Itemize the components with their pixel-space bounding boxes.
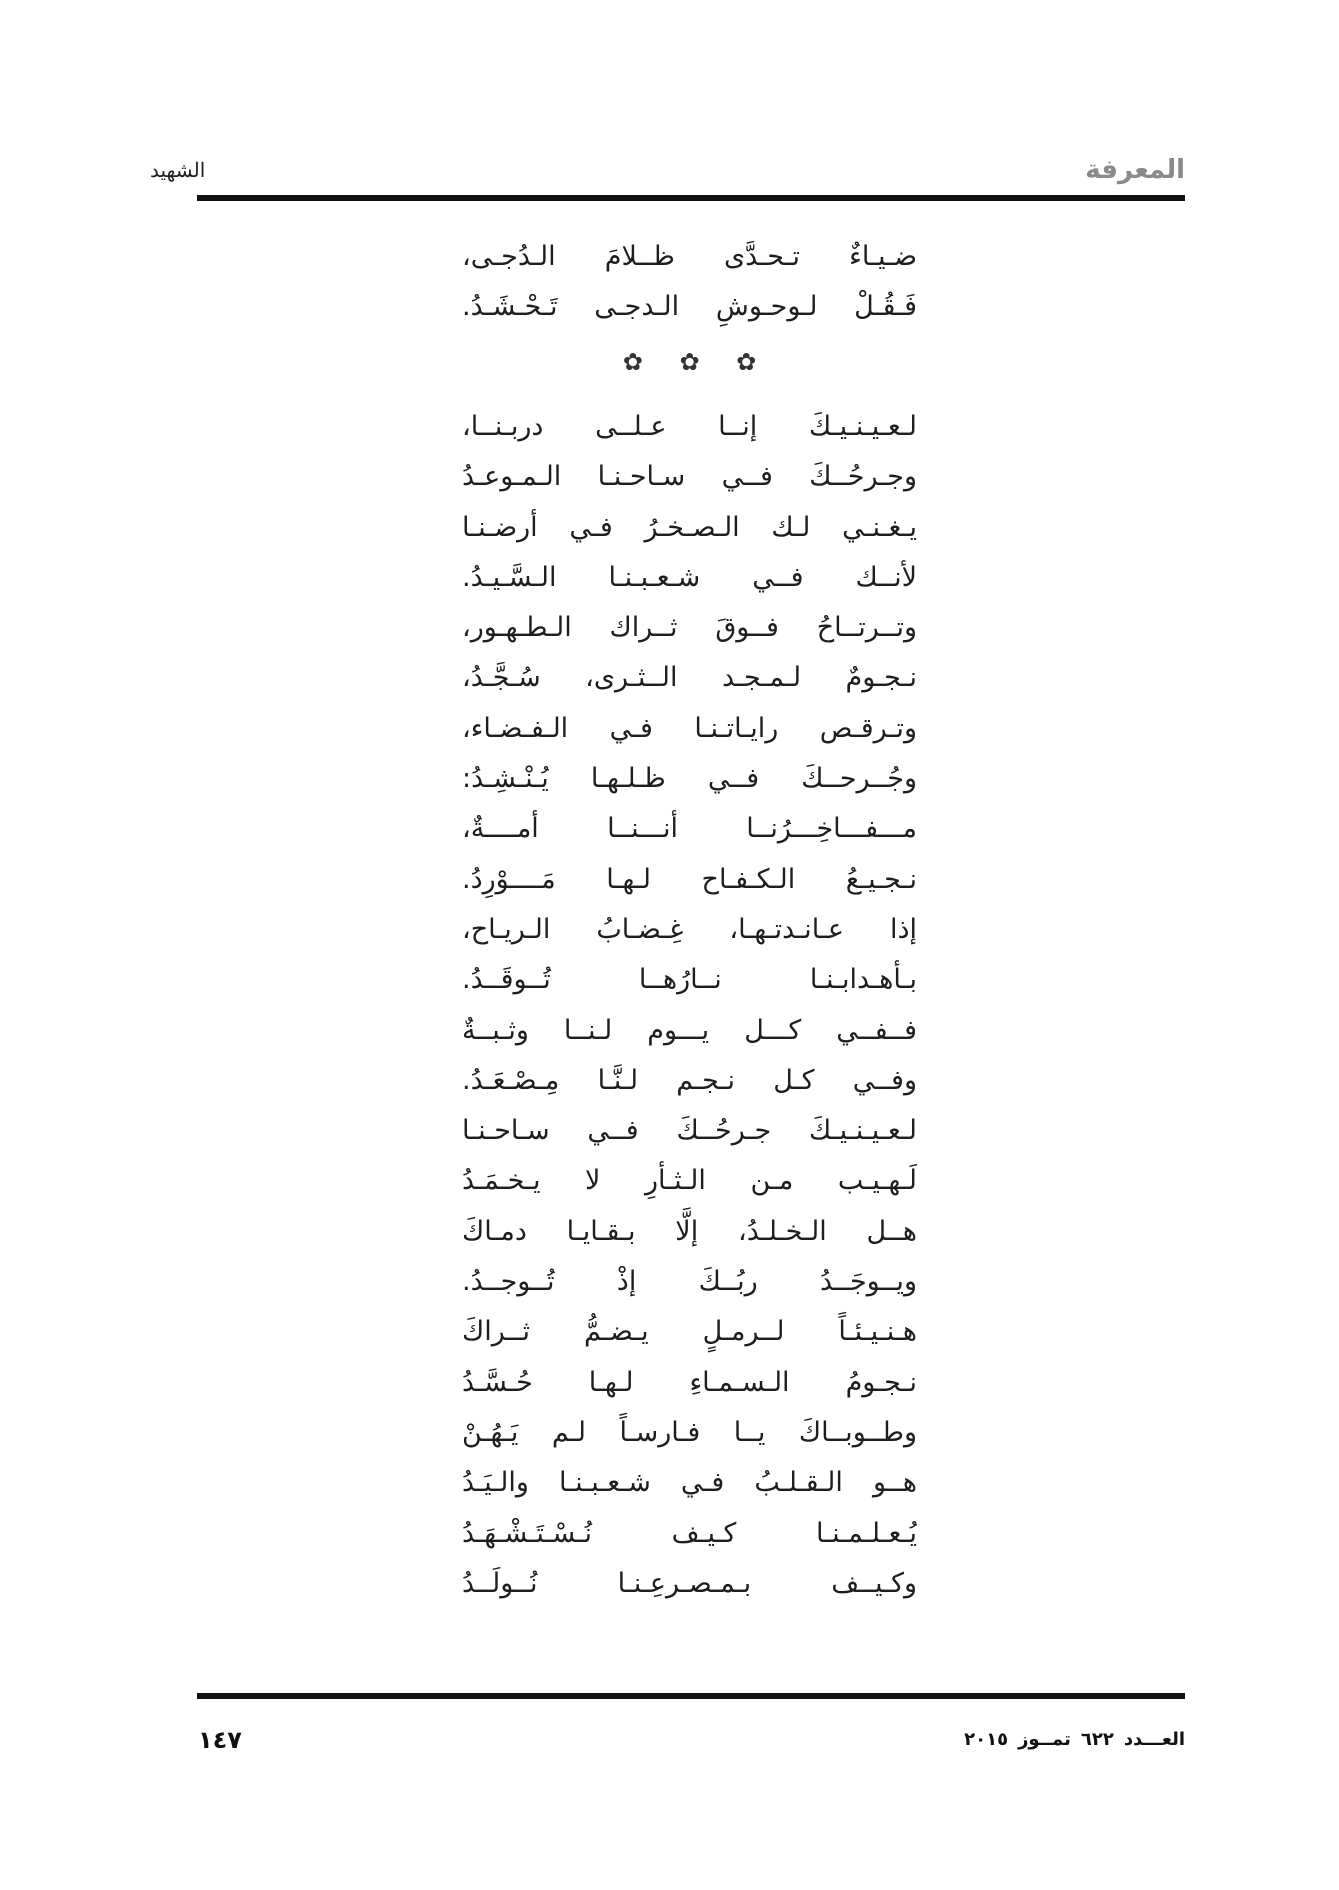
- poem-line: ويــوجَــدُ ربُــكَ إذْ تُــوجــدُ.: [462, 1266, 917, 1298]
- issue-month: تمــوز: [1018, 1729, 1071, 1750]
- poem-line: فَـقُـلْ لـوحـوشِ الـدجـى تَـحْـشَـدُ.: [462, 291, 917, 322]
- poem-line: مـــفـــاخِـــرُنــا أنـــنــا أمــــةٌ،: [462, 813, 917, 845]
- poem-line: نـجـومُ الـسـمـاءِ لـهـا حُـسَّـدُ: [462, 1366, 917, 1398]
- poem-line: لأنــك فــي شـعـبـنـا الـسَّـيـدُ.: [462, 561, 917, 593]
- poem-line: يـغـنـي لـك الـصـخـرُ فـي أرضـنـا: [462, 511, 917, 543]
- poem-line: لـعـيـنـيـكَ إنــا عـلــى دربـنــا،: [462, 411, 917, 442]
- poem-line: فــفــي كـــل يـــوم لـنــا وثـبــةٌ: [462, 1014, 917, 1046]
- page-number: ١٤٧: [198, 1726, 242, 1754]
- poem-line: وجُــرحــكَ فــي ظـلـهـا يُـنْـشِـدُ:: [462, 763, 917, 795]
- poem-line: وتــرتــاحُ فــوقَ ثــراك الـطـهـور،: [462, 612, 917, 644]
- poem-line: وكـيــف بـمـصـرعِـنـا نُــولَــدُ: [462, 1567, 917, 1599]
- poem-line: يُـعـلـمـنـا كـيـف نُـسْـتَـشْـهَـدُ: [462, 1517, 917, 1549]
- poem-line: هــو الـقـلـبُ فـي شـعـبـنـا والـيَـدُ: [462, 1467, 917, 1499]
- poem-line: وطــوبــاكَ يــا فـارسـاً لـم يَـهُـنْ: [462, 1416, 917, 1448]
- poem-line: وجـرحُــكَ فــي سـاحـنـا الـمـوعـدُ: [462, 461, 917, 493]
- poem-line: إذا عـانـدتـهـا، غِـضـابُ الـريـاح،: [462, 913, 917, 945]
- section-divider: [462, 332, 917, 392]
- issue-year: ٢٠١٥: [964, 1729, 1009, 1750]
- issue-number: ٦٢٢: [1080, 1729, 1114, 1750]
- flower-ornament-icon: ✿: [622, 348, 643, 376]
- issue-info: [900, 1722, 1185, 1758]
- poem-line: لـعـيـنـيـكَ جـرحُــكَ فــي سـاحـنـا: [462, 1115, 917, 1147]
- poem-line: بـأهـدابـنـا نــارُهــا تُــوقَــدُ.: [462, 964, 917, 996]
- poem-line: وفــي كـل نـجـم لـنَّـا مِـصْـعَـدُ.: [462, 1064, 917, 1096]
- poem-line: لَـهـيـب مـن الـثـأرِ لا يـخـمَـدُ: [462, 1165, 917, 1197]
- poem-body: [462, 402, 917, 1609]
- poem-line: نـجـيـعُ الـكـفـاح لـهـا مَــــوْرِدُ.: [462, 863, 917, 895]
- poem-line: وتـرقـص رايـاتـنـا فـي الـفـضـاء،: [462, 712, 917, 744]
- poem-line: هــل الـخـلـدُ، إلَّا بـقـايـا دمـاكَ: [462, 1215, 917, 1247]
- footer-rule: [197, 1693, 1185, 1699]
- magazine-logo: المعرفة: [1085, 155, 1185, 185]
- poem-opening: [462, 232, 917, 392]
- poem-line: هـنـيـئـاً لــرمـلٍ يـضـمُّ ثــراكَ: [462, 1316, 917, 1348]
- section-title: الشهيد: [150, 158, 206, 182]
- poem-line: ضـيـاءٌ تـحـدَّى ظــلامَ الـدُجـى،: [462, 241, 917, 272]
- poem-line: نـجـومٌ لـمـجـد الــثـرى، سُـجَّـدُ،: [462, 662, 917, 694]
- flower-ornament-icon: ✿: [679, 348, 700, 376]
- flower-ornament-icon: ✿: [736, 348, 757, 376]
- issue-label: العـــدد: [1123, 1729, 1185, 1750]
- header-rule: [197, 195, 1185, 201]
